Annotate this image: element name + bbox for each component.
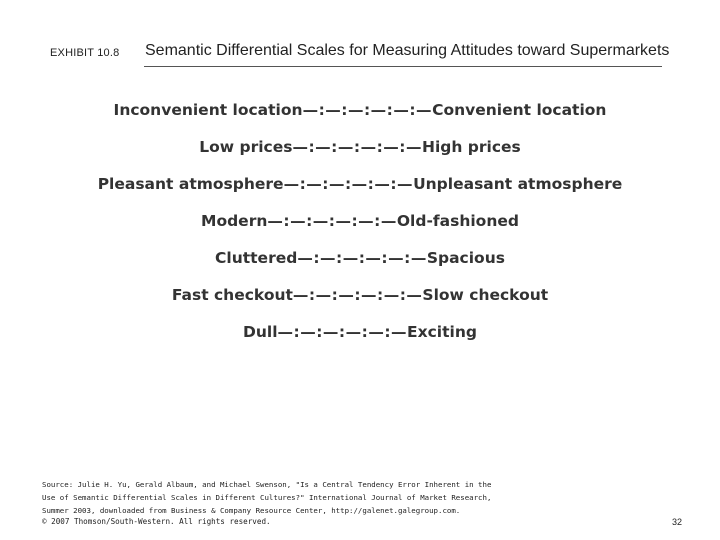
source-line: Summer 2003, downloaded from Business & Company Resource Center, http://galenet.galegroup.com. xyxy=(42,506,461,515)
copyright-notice: © 2007 Thomson/South-Western. All rights reserved. xyxy=(42,517,271,526)
title-underline xyxy=(144,66,662,67)
exhibit-header xyxy=(50,40,670,68)
scale-left-label: Low prices xyxy=(199,138,293,156)
page-number: 32 xyxy=(671,517,682,527)
scale-marks: —:—:—:—:—:— xyxy=(302,101,433,119)
scale-marks: —:—:—:—:—:— xyxy=(292,286,423,304)
exhibit-title: Semantic Differential Scales for Measuring Attitudes toward Supermarkets xyxy=(145,42,670,59)
scale-row-location xyxy=(0,95,720,125)
source-line: Source: Julie H. Yu, Gerald Albaum, and Michael Swenson, "Is a Central Tendency Error Inherent in the xyxy=(42,480,492,489)
scale-right-label: Convenient location xyxy=(432,101,607,119)
scale-left-label: Dull xyxy=(243,323,278,341)
source-citation xyxy=(42,478,512,517)
scale-left-label: Pleasant atmosphere xyxy=(97,175,284,193)
scale-row-style xyxy=(0,206,720,236)
scale-right-label: Spacious xyxy=(426,249,505,267)
slide-footer xyxy=(42,517,682,529)
scale-right-label: Slow checkout xyxy=(422,286,549,304)
scale-left-label: Cluttered xyxy=(215,249,298,267)
scale-left-label: Inconvenient location xyxy=(113,101,303,119)
scale-row-atmosphere xyxy=(0,169,720,199)
scale-row-space xyxy=(0,243,720,273)
scale-marks: —:—:—:—:—:— xyxy=(283,175,414,193)
scale-marks: —:—:—:—:—:— xyxy=(267,212,397,230)
scale-left-label: Fast checkout xyxy=(171,286,293,304)
scale-row-prices xyxy=(0,132,720,162)
scale-row-checkout xyxy=(0,280,720,310)
scale-left-label: Modern xyxy=(201,212,268,230)
scale-marks: —:—:—:—:—:— xyxy=(292,138,422,156)
scale-right-label: Unpleasant atmosphere xyxy=(413,175,623,193)
scale-row-excitement xyxy=(0,317,720,347)
scale-marks: —:—:—:—:—:— xyxy=(277,323,408,341)
scale-right-label: High prices xyxy=(421,138,521,156)
scale-marks: —:—:—:—:—:— xyxy=(297,249,427,267)
scale-right-label: Exciting xyxy=(407,323,477,341)
exhibit-label: EXHIBIT 10.8 xyxy=(50,47,120,59)
source-line: Use of Semantic Differential Scales in Different Cultures?" International Journal of Market Research, xyxy=(42,493,492,502)
scale-right-label: Old-fashioned xyxy=(396,212,519,230)
